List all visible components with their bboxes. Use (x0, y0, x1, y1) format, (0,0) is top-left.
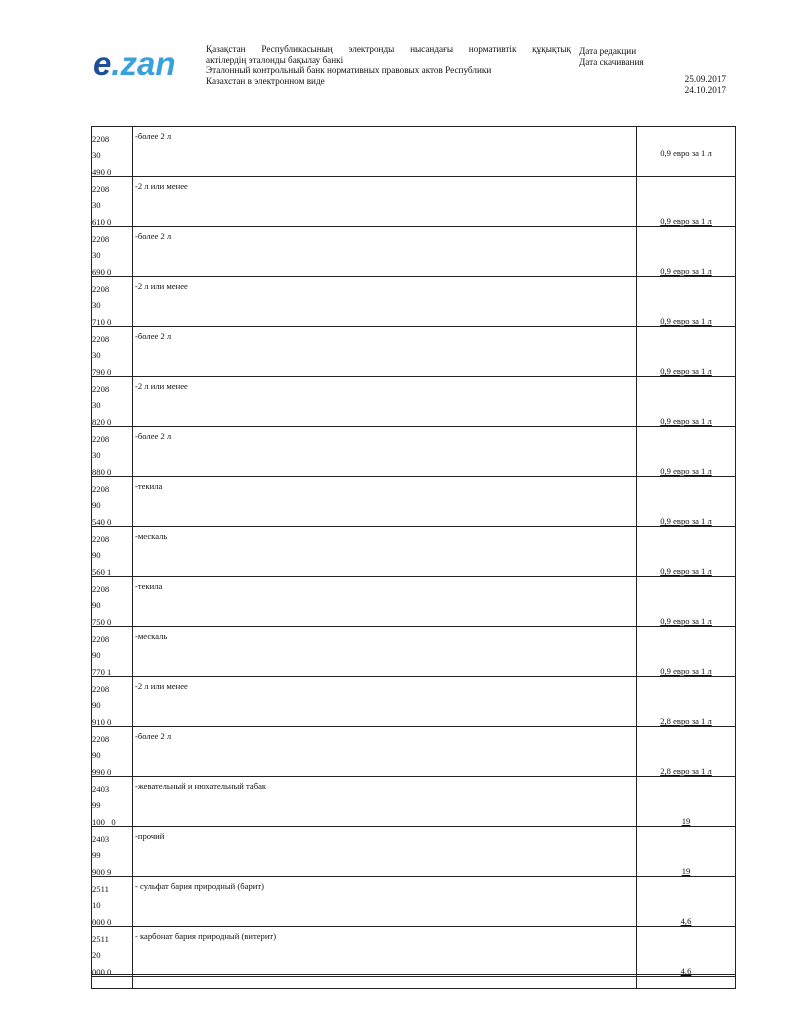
hs-code-part: 2208 (92, 134, 110, 144)
table-row (92, 277, 735, 327)
hs-code-part: 30 (92, 350, 101, 361)
hs-code (92, 481, 132, 530)
table-row (92, 877, 735, 927)
hs-code-part: 990 0 (92, 766, 112, 777)
table-row (92, 327, 735, 377)
hs-code-part: 2511 (92, 934, 109, 944)
download-date: 24.10.2017 (684, 84, 726, 95)
hs-code (92, 881, 132, 930)
duty-rate: 0,9 евро за 1 л (660, 516, 712, 526)
duty-rate: 0,9 евро за 1 л (660, 616, 712, 626)
hs-code-part: 90 (92, 700, 101, 711)
duty-rate: 0,9 евро за 1 л (660, 466, 712, 476)
hs-code-part: 2208 (92, 734, 110, 744)
hs-code-part: 90 (92, 550, 101, 561)
duty-rate: 0,9 евро за 1 л (660, 666, 712, 676)
header-line-2: актілердің эталонды бақылау банкі (206, 54, 344, 65)
hs-code-part: 900 9 (92, 866, 112, 877)
hs-code-part: 2403 (92, 834, 110, 844)
hs-code (92, 281, 132, 330)
hs-code (92, 181, 132, 230)
table-row (92, 527, 735, 577)
goods-description: -более 2 л (135, 731, 172, 741)
hs-code-part: 750 0 (92, 616, 112, 627)
goods-description: -прочий (135, 831, 165, 841)
hs-code (92, 381, 132, 430)
edition-date-label: Дата редакции (579, 46, 637, 56)
duty-rate: 2,8 евро за 1 л (660, 716, 712, 726)
table-row (92, 727, 735, 777)
hs-code-part: 2208 (92, 484, 110, 494)
header-line-3: Эталонный контрольный банк нормативных правовых актов Республики (206, 65, 492, 75)
duty-rate: 19 (681, 816, 691, 826)
table-row (92, 927, 735, 977)
document-header-title (206, 44, 571, 86)
goods-description: -2 л или менее (135, 281, 188, 291)
goods-description: -более 2 л (135, 231, 172, 241)
hs-code-part: 820 0 (92, 416, 112, 427)
hs-code-part: 2208 (92, 334, 110, 344)
duty-rate: 2,8 евро за 1 л (660, 766, 712, 776)
hs-code (92, 681, 132, 730)
goods-description: -мескаль (135, 631, 168, 641)
hs-code (92, 581, 132, 630)
goods-description: -жевательный и нюхательный табак (135, 781, 267, 791)
table-row (92, 777, 735, 827)
duty-rate: 0,9 евро за 1 л (660, 266, 712, 276)
hs-code-part: 2208 (92, 234, 110, 244)
duty-rate: 0,9 евро за 1 л (660, 366, 712, 376)
tariff-table (91, 126, 736, 989)
goods-description: - карбонат бария природный (витерит) (135, 931, 277, 941)
hs-code-part: 2208 (92, 584, 110, 594)
hs-code-part: 560 1 (92, 566, 112, 577)
goods-description: -более 2 л (135, 331, 172, 341)
hs-code-part: 690 0 (92, 266, 112, 277)
hs-code-part: 20 (92, 950, 101, 961)
hs-code (92, 631, 132, 680)
duty-rate: 0,9 евро за 1 л (660, 566, 712, 576)
hs-code-part: 000 0 (92, 916, 112, 927)
hs-code-part: 2511 (92, 884, 109, 894)
header-meta-labels (579, 46, 644, 67)
table-empty-row (92, 974, 735, 988)
download-date-label: Дата скачивания (579, 56, 644, 67)
hs-code-part: 2208 (92, 534, 110, 544)
header-line-1: Қазақстан Республикасының электронды нысандағы нормативтік құқықтық (206, 44, 571, 54)
table-row (92, 377, 735, 427)
hs-code (92, 781, 132, 830)
hs-code-part: 30 (92, 150, 101, 161)
duty-rate: 0,9 евро за 1 л (660, 148, 712, 158)
hs-code-part: 790 0 (92, 366, 112, 377)
table-row (92, 627, 735, 677)
table-row (92, 577, 735, 627)
hs-code (92, 731, 132, 780)
header-dates (660, 74, 726, 95)
duty-rate: 0,9 евро за 1 л (660, 216, 712, 226)
ezan-logo: e.zan (93, 45, 176, 82)
hs-code (92, 531, 132, 580)
hs-code-part: 2208 (92, 634, 110, 644)
duty-rate: 19 (681, 866, 691, 876)
table-row (92, 427, 735, 477)
goods-description: - сульфат бария природный (барит) (135, 881, 264, 891)
hs-code-part: 000 0 (92, 966, 112, 977)
edition-date: 25.09.2017 (684, 74, 726, 84)
hs-code-part: 2208 (92, 284, 110, 294)
hs-code-part: 2208 (92, 184, 110, 194)
table-row (92, 477, 735, 527)
duty-rate: 4,6 (680, 916, 692, 926)
hs-code-part: 10 (92, 900, 101, 911)
hs-code (92, 931, 132, 980)
goods-description: -2 л или менее (135, 681, 188, 691)
hs-code-part: 770 1 (92, 666, 112, 677)
hs-code-part: 90 (92, 650, 101, 661)
hs-code-part: 30 (92, 400, 101, 411)
goods-description: -текила (135, 481, 163, 491)
hs-code-part: 540 0 (92, 516, 112, 527)
hs-code-part: 2208 (92, 384, 110, 394)
hs-code-part: 710 0 (92, 316, 112, 327)
hs-code-part: 30 (92, 300, 101, 311)
table-row (92, 177, 735, 227)
hs-code-part: 90 (92, 600, 101, 611)
hs-code-part: 30 (92, 250, 101, 261)
hs-code (92, 131, 132, 180)
goods-description: -более 2 л (135, 431, 172, 441)
hs-code-part: 90 (92, 500, 101, 511)
hs-code-part: 99 (92, 850, 101, 861)
hs-code-part: 2208 (92, 434, 110, 444)
goods-description: -2 л или менее (135, 181, 188, 191)
table-row (92, 227, 735, 277)
table-row (92, 127, 735, 177)
hs-code (92, 231, 132, 280)
hs-code-part: 880 0 (92, 466, 112, 477)
hs-code-part: 30 (92, 450, 101, 461)
goods-description: -мескаль (135, 531, 168, 541)
header-line-4: Казахстан в электронном виде (206, 75, 325, 86)
hs-code-part: 30 (92, 200, 101, 211)
table-row (92, 677, 735, 727)
hs-code-part: 100 0 (92, 816, 116, 827)
hs-code-part: 90 (92, 750, 101, 761)
hs-code-part: 610 0 (92, 216, 112, 227)
duty-rate: 0,9 евро за 1 л (660, 316, 712, 326)
hs-code (92, 331, 132, 380)
goods-description: -2 л или менее (135, 381, 188, 391)
duty-rate: 4,6 (680, 966, 692, 976)
hs-code-part: 2208 (92, 684, 110, 694)
hs-code (92, 431, 132, 480)
hs-code (92, 831, 132, 880)
hs-code-part: 490 0 (92, 166, 112, 177)
table-row (92, 827, 735, 877)
hs-code-part: 99 (92, 800, 101, 811)
goods-description: -более 2 л (135, 131, 172, 141)
goods-description: -текила (135, 581, 163, 591)
hs-code-part: 910 0 (92, 716, 112, 727)
duty-rate: 0,9 евро за 1 л (660, 416, 712, 426)
hs-code-part: 2403 (92, 784, 110, 794)
